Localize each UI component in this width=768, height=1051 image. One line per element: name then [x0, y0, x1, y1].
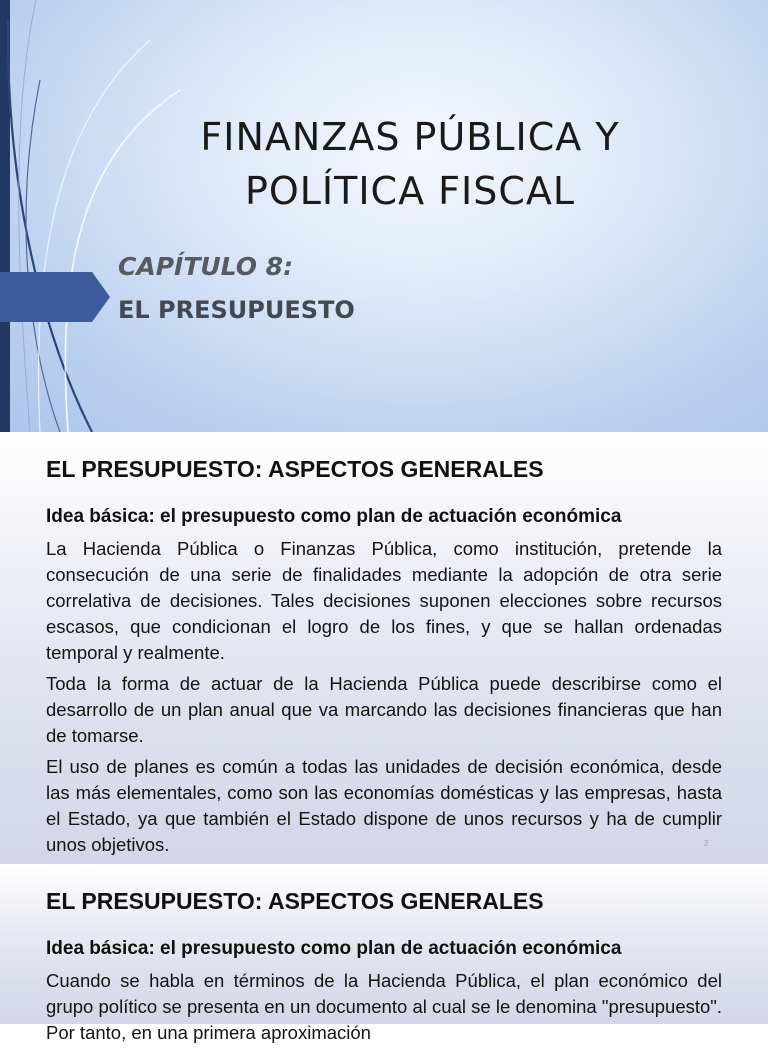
slide-content-2 [0, 866, 768, 1043]
paragraph: Cuando se habla en términos de la Hacienda Pública, el plan económico del grupo político se presenta en un documento al cual se le denomina "presupuesto". Por tanto, en una primera aproximación [46, 970, 722, 1043]
paragraph: Toda la forma de actuar de la Hacienda Pública puede describirse como el desarrollo de un plan anual que va marcando las decisiones financieras que han de tomarse. [46, 673, 722, 746]
slide-body [46, 968, 722, 1051]
title-line-1: FINANZAS PÚBLICA Y [200, 115, 620, 159]
slide-subtitle: EL PRESUPUESTO [118, 296, 355, 324]
paragraph: El uso de planes es común a todas las unidades de decisión económica, desde las más elementales, como son las economías domésticas y las empresas, hasta el Estado, ya que también el Estado dispone de unos recursos y ha de cumplir unos objetivos. [46, 756, 722, 855]
paragraph: La Hacienda Pública o Finanzas Pública, como institución, pretende la consecución de una serie de finalidades mediante la adopción de otra serie correlativa de decisiones. Tales decisiones suponen elecciones sobre recursos escasos, que condicionan el logro de los fines, y que se hallan ordenadas temporal y realmente. [46, 538, 722, 663]
title-line-2: POLÍTICA FISCAL [244, 169, 576, 213]
slide-main-title [120, 110, 700, 218]
slide-subheading: Idea básica: el presupuesto como plan de actuación económica [46, 506, 622, 527]
chapter-label: CAPÍTULO 8: [118, 252, 294, 281]
arrow-banner-shape [0, 272, 110, 322]
slide-body [46, 536, 722, 863]
slide-subheading: Idea básica: el presupuesto como plan de actuación económica [46, 938, 622, 959]
slide-heading: EL PRESUPUESTO: ASPECTOS GENERALES [46, 456, 544, 482]
slide-heading: EL PRESUPUESTO: ASPECTOS GENERALES [46, 888, 544, 914]
slide-title [0, 0, 768, 432]
slide-content-1 [0, 434, 768, 864]
page-number: 2 [704, 839, 709, 848]
